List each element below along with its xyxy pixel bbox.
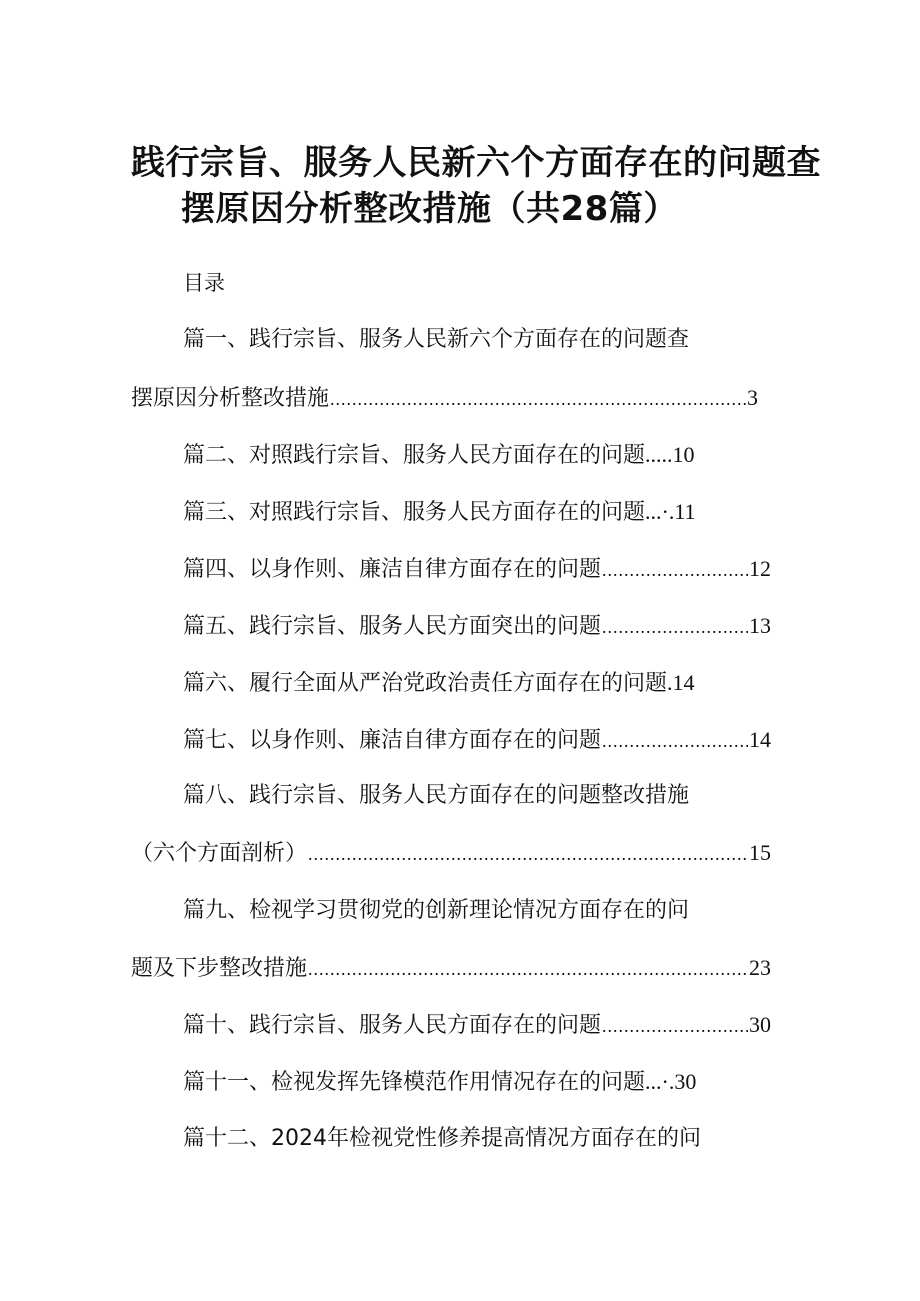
toc-page-number: 13: [749, 613, 771, 638]
toc-page-number: 12: [749, 556, 771, 581]
toc-entry[interactable]: [131, 838, 771, 869]
toc-entry-text: 篇十二、2024年检视党性修养提高情况方面存在的问: [183, 1126, 701, 1151]
toc-page-number: .....10: [645, 442, 695, 467]
title-line-1: 践行宗旨、服务人民新六个方面存在的问题查: [131, 143, 821, 183]
toc-entry-text: 篇二、对照践行宗旨、服务人民方面存在的问题: [183, 443, 646, 468]
toc-entry-text: 篇四、以身作则、廉洁自律方面存在的问题: [183, 557, 602, 582]
toc-entry[interactable]: [183, 1124, 701, 1154]
toc-entry[interactable]: [183, 1067, 696, 1098]
toc-page-number: 30: [749, 1012, 771, 1037]
toc-entry[interactable]: [183, 668, 695, 699]
toc-leader-dots: [602, 1011, 748, 1041]
toc-leader-dots: [602, 555, 748, 585]
toc-entry-text: 篇五、践行宗旨、服务人民方面突出的问题: [183, 614, 602, 639]
toc-leader-dots: [308, 954, 748, 984]
toc-entry-text: 篇八、践行宗旨、服务人民方面存在的问题整改措施: [183, 783, 690, 808]
toc-page-number: 15: [749, 840, 771, 865]
toc-entry[interactable]: [131, 953, 771, 984]
toc-entry-text: 篇一、践行宗旨、服务人民新六个方面存在的问题查: [183, 327, 690, 352]
toc-entry-text: 篇十一、检视发挥先锋模范作用情况存在的问题: [183, 1070, 646, 1095]
toc-entry[interactable]: [183, 1010, 771, 1041]
title-line-2: 摆原因分析整改措施（共28篇）: [181, 189, 678, 229]
toc-leader-dots: [308, 839, 748, 869]
toc-leader-dots: [330, 384, 746, 414]
toc-entry[interactable]: [183, 896, 689, 926]
toc-page-number: 14: [749, 727, 771, 752]
toc-entry[interactable]: [183, 725, 771, 756]
toc-entry-text: 摆原因分析整改措施: [131, 386, 330, 411]
toc-entry-text: 题及下步整改措施: [131, 956, 308, 981]
toc-heading: 目录: [183, 271, 225, 295]
toc-page-number: ...·.30: [645, 1069, 697, 1094]
toc-entry-text: （六个方面剖析）: [131, 841, 308, 866]
toc-entry-text: 篇六、履行全面从严治党政治责任方面存在的问题: [183, 671, 668, 696]
toc-page-number: ...·.11: [645, 499, 696, 524]
toc-entry[interactable]: [183, 554, 771, 585]
toc-page-number: .14: [667, 670, 695, 695]
toc-entry[interactable]: [183, 497, 696, 528]
toc-entry-text: 篇三、对照践行宗旨、服务人民方面存在的问题: [183, 500, 646, 525]
toc-leader-dots: [602, 612, 748, 642]
toc-entry[interactable]: [183, 781, 689, 811]
toc-entry[interactable]: [131, 383, 758, 414]
toc-entry-text: 篇九、检视学习贯彻党的创新理论情况方面存在的问: [183, 898, 690, 923]
toc-page-number: 23: [749, 955, 771, 980]
toc-entry[interactable]: [183, 611, 771, 642]
toc-entry[interactable]: [183, 325, 689, 355]
toc-leader-dots: [602, 726, 748, 756]
toc-entry-text: 篇十、践行宗旨、服务人民方面存在的问题: [183, 1013, 602, 1038]
toc-entry[interactable]: [183, 440, 695, 471]
toc-page-number: 3: [747, 385, 758, 410]
toc-entry-text: 篇七、以身作则、廉洁自律方面存在的问题: [183, 728, 602, 753]
